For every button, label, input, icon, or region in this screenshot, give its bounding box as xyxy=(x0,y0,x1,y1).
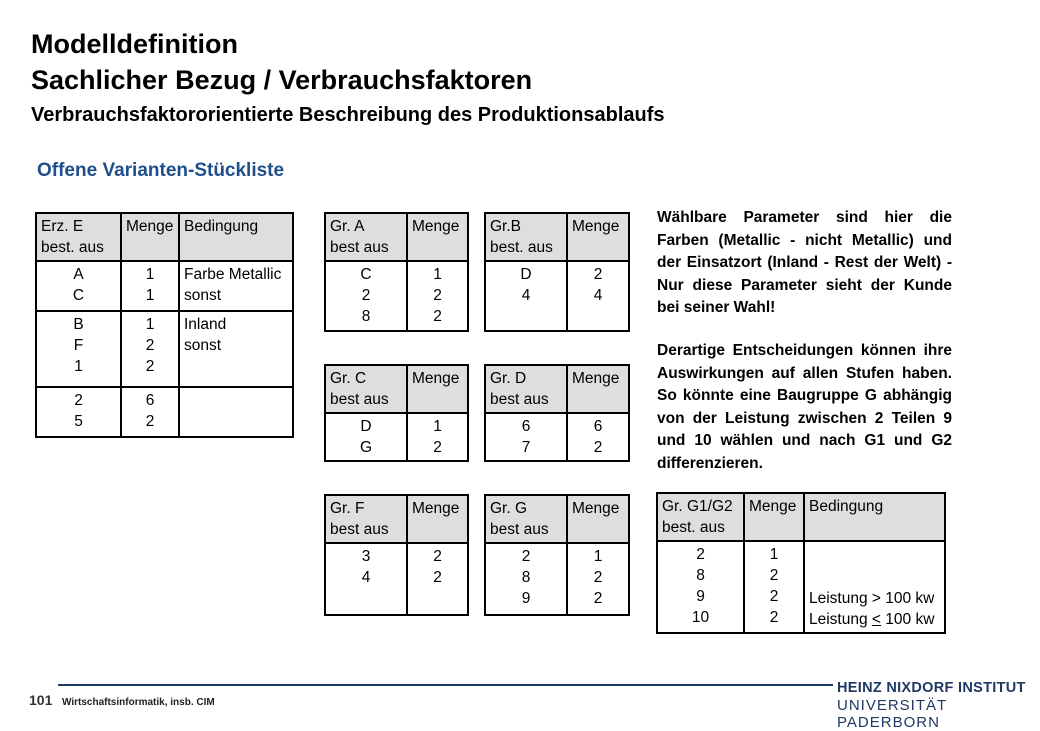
bom-table-e xyxy=(35,212,294,438)
header-cell: Menge xyxy=(121,213,179,261)
header-cell: Menge xyxy=(567,365,629,413)
header-cell: Gr. D best aus xyxy=(485,365,567,413)
parts-cell: 2 8 9 10 xyxy=(657,541,744,633)
slide-description: Verbrauchsfaktororientierte Beschreibung des Produktionsablaufs xyxy=(31,104,665,126)
parts-cell: C 2 8 xyxy=(325,261,407,331)
header-cell: Gr. G best aus xyxy=(485,495,567,543)
parts-cell: D G xyxy=(325,413,407,461)
explanation-paragraph-1: Wählbare Parameter sind hier die Farben (Metallic - nicht Metallic) und der Einsatzort (Inland - Rest der Welt) - Nur diese Parameter sieht der Kunde bei seiner Wahl! xyxy=(657,209,952,316)
condition-line: Leistung > 100 kw xyxy=(809,590,935,607)
parts-cell: D 4 xyxy=(485,261,567,331)
qty-cell: 6 2 xyxy=(121,387,179,437)
institute-logo-text: HEINZ NIXDORF INSTITUT xyxy=(837,680,1026,696)
condition-text: 100 kw xyxy=(880,611,935,628)
header-cell: Erz. E best. aus xyxy=(36,213,121,261)
parts-cell: 2 5 xyxy=(36,387,121,437)
header-cell: Gr. A best aus xyxy=(325,213,407,261)
condition-cell: Inland sonst xyxy=(179,311,293,387)
less-equal-symbol: < xyxy=(871,611,881,628)
footer-divider xyxy=(58,684,833,686)
university-logo-text: UNIVERSITÄT PADERBORN xyxy=(837,697,947,731)
footer-text: Wirtschaftsinformatik, insb. CIM xyxy=(62,697,215,708)
header-cell: Menge xyxy=(567,495,629,543)
parts-cell: 2 8 9 xyxy=(485,543,567,615)
slide-subtitle: Sachlicher Bezug / Verbrauchsfaktoren xyxy=(31,65,533,95)
parts-cell: A C xyxy=(36,261,121,311)
condition-cell xyxy=(804,541,945,633)
header-cell: Menge xyxy=(407,213,468,261)
parts-cell: 6 7 xyxy=(485,413,567,461)
bom-table-d xyxy=(484,364,630,462)
condition-text: Leistung xyxy=(809,611,872,628)
parts-cell: 3 4 xyxy=(325,543,407,615)
header-cell: Menge xyxy=(407,495,468,543)
section-heading: Offene Varianten-Stückliste xyxy=(37,160,285,181)
header-cell: Gr. C best aus xyxy=(325,365,407,413)
qty-cell: 2 2 xyxy=(407,543,468,615)
header-cell: Gr.B best. aus xyxy=(485,213,567,261)
page-number: 101 xyxy=(29,692,53,708)
qty-cell: 1 1 xyxy=(121,261,179,311)
condition-cell: Farbe Metallic sonst xyxy=(179,261,293,311)
bom-table-b xyxy=(484,212,630,332)
bom-table-c xyxy=(324,364,469,462)
bom-table-a xyxy=(324,212,469,332)
qty-cell: 1 2 2 xyxy=(567,543,629,615)
explanation-paragraph-2: Derartige Entscheidungen können ihre Auswirkungen auf allen Stufen haben. So könnte eine Baugruppe G abhängig von der Leistung zwischen 2 Teilen 9 und 10 wählen und nach G1 und G2 differenzieren. xyxy=(657,342,952,472)
parts-cell: B F 1 xyxy=(36,311,121,387)
header-cell: Gr. G1/G2 best. aus xyxy=(657,493,744,541)
qty-cell: 1 2 2 xyxy=(121,311,179,387)
header-cell: Menge xyxy=(744,493,804,541)
qty-cell: 1 2 2 2 xyxy=(744,541,804,633)
qty-cell: 2 4 xyxy=(567,261,629,331)
condition-cell xyxy=(179,387,293,437)
bom-table-g xyxy=(484,494,630,616)
header-cell: Bedingung xyxy=(804,493,945,541)
header-cell: Bedingung xyxy=(179,213,293,261)
header-cell: Menge xyxy=(407,365,468,413)
qty-cell: 1 2 2 xyxy=(407,261,468,331)
slide-title: Modelldefinition xyxy=(31,29,238,59)
header-cell: Gr. F best aus xyxy=(325,495,407,543)
qty-cell: 1 2 xyxy=(407,413,468,461)
bom-table-g1-g2 xyxy=(656,492,946,634)
bom-table-f xyxy=(324,494,469,616)
condition-line xyxy=(809,609,940,630)
header-cell: Menge xyxy=(567,213,629,261)
qty-cell: 6 2 xyxy=(567,413,629,461)
